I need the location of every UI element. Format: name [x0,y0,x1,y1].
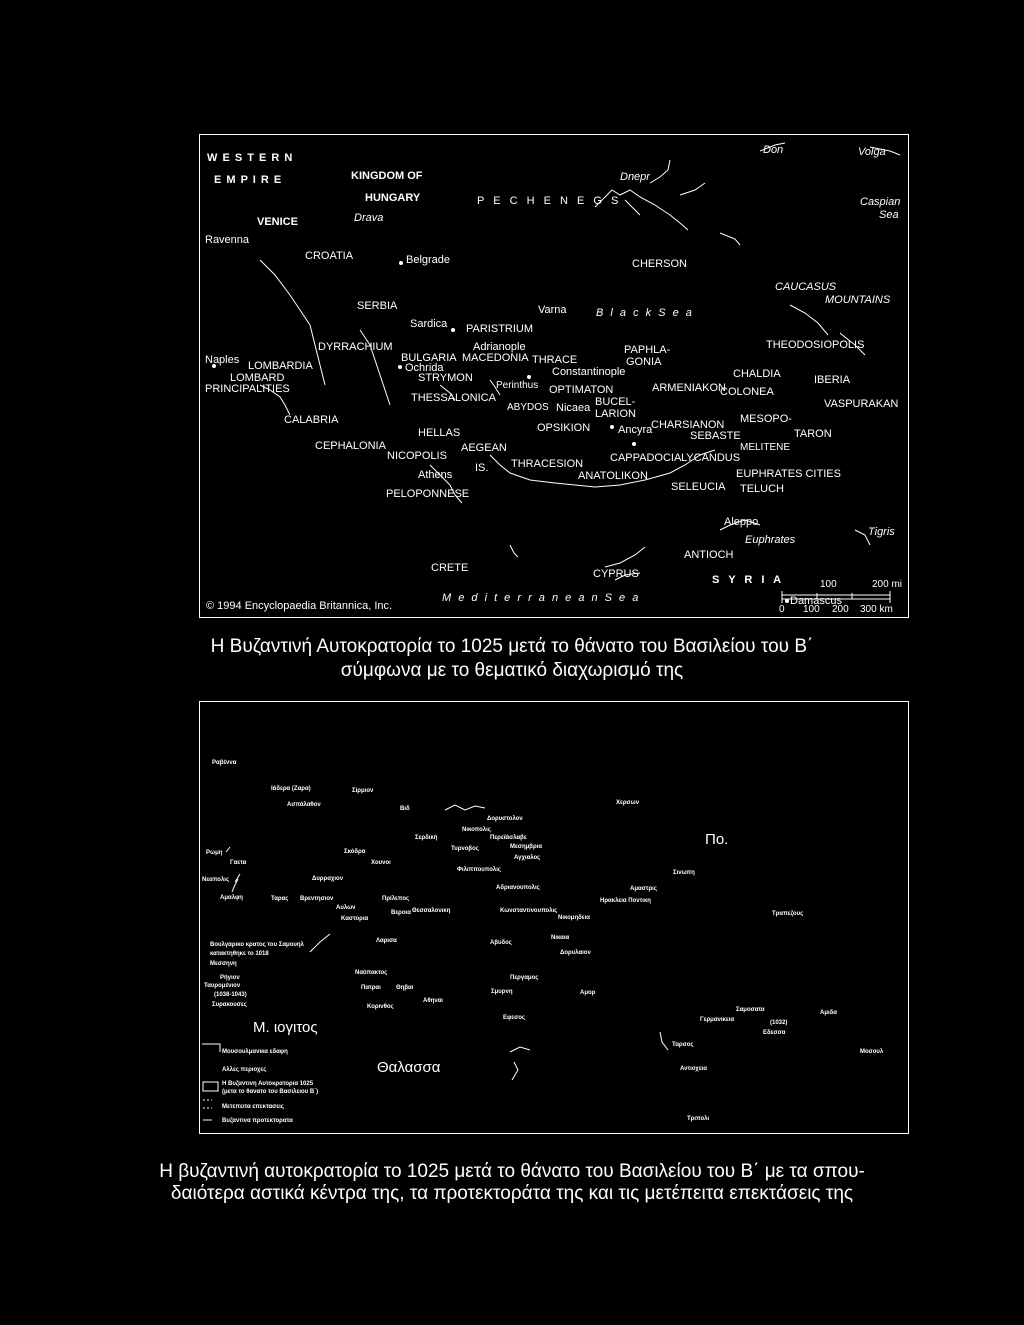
melitene-label: MELITENE [740,442,791,453]
efesos-label: Εφεσος [503,1015,526,1021]
damascus-label: Damascus [790,595,842,607]
thracesion-label: THRACESION [511,458,584,470]
calabria-label: CALABRIA [284,414,339,426]
colonea-label: COLONEA [720,386,774,398]
pergamos-label: Περγαμος [510,975,539,981]
patrai-label: Πατραι [361,985,381,991]
euphrates-label: Euphrates [745,534,796,546]
athens-label: Athens [418,469,453,481]
sardica-label: Sardica [410,318,448,330]
mosoul-label: Μοσουλ [860,1049,884,1055]
caption-map1-line2: σύμφωνα με το θεματικό διαχωρισμό της [340,660,684,681]
syrakousai-label: Συρακουσες [212,1002,247,1008]
nicopolis-label: NICOPOLIS [387,450,447,462]
constantinople-dot [527,375,531,379]
korinthos-label: Κορινθος [367,1004,394,1010]
serbia-label: SERBIA [357,300,398,312]
euphrates-cities-label: EUPHRATES CITIES [736,468,841,480]
prilepos-label: Πρίλεπος [382,896,410,902]
theodosiopolis-label: THEODOSIOPOLIS [766,339,865,351]
thessaloniki-label: Θεσσαλονικη [412,908,451,914]
aleppo-label: Aleppo [724,516,759,528]
vaspurakan-label: VASPURAKAN [824,398,899,410]
sardica-dot [451,328,455,332]
antioch-label: ANTIOCH [684,549,734,561]
mountains-label: MOUNTAINS [825,294,891,306]
kingdom-hungary-label: KINGDOM OF [351,170,423,182]
anatolikon-label: ANATOLIKON [578,470,648,482]
rigion-label: Ρήγιον [220,975,240,981]
map-byzantine-themes-1025 [199,134,909,618]
copyright-label: © 1994 Encyclopaedia Britannica, Inc. [206,600,393,612]
optimaton-label: OPTIMATON [549,384,614,396]
ochrida-label: Ochrida [405,362,444,374]
belgrade-dot [399,261,403,265]
perinthus-label: Perinthus [496,380,539,391]
larion-label: LARION [595,408,636,420]
legend-later: Μετεπειτα επεκτασεις [222,1104,284,1110]
ancyra-dot [632,442,636,446]
avlon-label: Αυλων [336,905,356,911]
legend-byzantine-2: (μετα το θανατο του Βασιλειου Β΄) [222,1089,319,1095]
lycandus-label: LYCANDUS [681,452,741,464]
caucasus-label: CAUCASUS [775,281,837,293]
naples-label: Naples [205,354,240,366]
skodra-label: Σκόδρα [344,849,366,855]
seleucia-label: SELEUCIA [671,481,726,493]
kingdom-hungary-label-2: HUNGARY [365,192,421,204]
germanikeia-label: Γερμανικεια [700,1017,735,1023]
larisa-label: Λαρισα [376,938,397,944]
cherson-label: CHERSON [632,258,688,270]
nikopolis-label: Νικοπολις [462,827,491,833]
charsianon-label: CHARSIANON [651,419,725,431]
chaldia-label: CHALDIA [733,368,781,380]
caption-map1-line1: Η Βυζαντινή Αυτοκρατορία το 1025 μετά το θάνατο του Βασιλείου του Β΄ [210,636,814,657]
coastline-lines-2 [200,702,909,1134]
tripoli-label: Τριπολι [687,1116,710,1122]
cephalonia-label: CEPHALONIA [315,440,386,452]
don-label: Don [763,144,784,156]
tyrnovos-label: Τυρνοβος [451,846,479,852]
avydos-label: Αβυδος [490,940,512,946]
bucel-label: BUCEL- [595,396,636,408]
anchialos-label: Αγχιαλος [514,855,541,861]
croatia-label: CROATIA [305,250,354,262]
gaeta-label: Γαετα [230,860,247,866]
year-1032-label: (1032) [770,1020,788,1026]
amor-label: Αμορ [580,990,596,996]
filippoupolis-label: Φιλιππουπολις [457,867,501,873]
smyrni-label: Σμυρνη [491,989,513,995]
dyrrachio-label: Δυρραχιον [312,876,344,882]
samosata-label: Σαμοσατα [736,1007,765,1013]
mesopo-label: MESOPO- [740,413,792,425]
paphla-label: PAPHLA- [624,344,671,356]
venice-label: VENICE [257,216,298,228]
sebaste-label: SEBASTE [690,430,741,442]
tarsos-label: Ταρσος [672,1042,694,1048]
thrace-label: THRACE [532,354,578,366]
caption-map2-line2: δαιότερα αστικά κέντρα της, τα προτεκτοράτα της και τις μετέπειτα επεκτάσεις της [170,1183,854,1204]
pereiaslavets-label: Περεϊάσλαβε [490,835,527,841]
taras-label: Ταρας [271,896,289,902]
caspian-label: Caspian [860,196,901,208]
legend-protectorates: Βυζαντινα προτεκτορατα [222,1118,293,1124]
scale-km-0: 0 [779,604,785,615]
serdiki-label: Σερδική [415,835,438,841]
pechenegs-label: P E C H E N E G S [477,195,622,207]
mesimvria-label: Μεσημβρια [510,844,543,850]
thessalonica-label: THESSALONICA [411,392,496,404]
bulgaria-label: BULGARIA [401,352,457,364]
ancyra-label: Ancyra [618,424,653,436]
cyprus-label: CYPRUS [593,568,639,580]
thalassa-label: Θαλασσα [377,1059,441,1076]
sinopi-label: Σινωπη [673,870,695,876]
chounoi-label: Χουνοι [371,860,391,866]
syria-label: S Y R I A [712,574,785,586]
western-empire-label: W E S T E R N [207,152,294,164]
aegean-label: AEGEAN [461,442,507,454]
drava-label: Drava [354,212,384,224]
dorostolon-label: Δορυστολον [487,816,523,822]
peloponnese-label: PELOPONNESE [386,488,470,500]
ravenna-label: Ravenna [205,234,250,246]
veroia-label: Βεροια [391,910,411,916]
varna-label: Varna [538,304,567,316]
nicaea-label: Nicaea [556,402,591,414]
taron-label: TARON [794,428,832,440]
nafpaktos-label: Ναύπακτος [355,970,388,976]
trapezous-label: Τραπεζους [772,911,804,917]
western-empire-label-2: E M P I R E [214,174,283,186]
messini-label: Μεσσηνη [210,961,237,967]
konstantinoupolis-label: Κωνσταντινουπολις [500,908,558,914]
tigris-label: Tigris [868,526,895,538]
damascus-dot [785,599,789,603]
mediterranean-label: M e d i t e r r a n e a n S e a [442,592,641,604]
opsikion-label: OPSIKION [537,422,591,434]
nicaea-dot [610,425,614,429]
dyrrachium-label: DYRRACHIUM [318,341,393,353]
scale-mi-100: 100 [820,579,837,590]
herakleia-label: Ηρακλεια Ποντικη [600,898,651,904]
teluch-label: TELUCH [740,483,785,495]
scale-mi-200: 200 mi [872,579,903,590]
amalfi-label: Αμαλφη [220,895,243,901]
caption-map2-line1: Η βυζαντινή αυτοκρατορία το 1025 μετά το θάνατο του Βασιλείου του Β΄ με τα σπου- [159,1161,865,1182]
vid-label: Βιδ [400,806,410,812]
adrianoupolis-label: Αδριανουπολις [496,885,540,891]
belgrade-label: Belgrade [406,254,451,266]
iadera-label: Ιάδερα (Ζαρα) [271,786,311,792]
aspalathos-label: Ασπάλαθον [287,802,321,808]
hellas-label: HELLAS [418,427,461,439]
thivai-label: Θηβαι [396,985,414,991]
tavromenion-label: Ταυρομένιον [204,983,241,989]
cherson-2-label: Χερσων [616,800,640,806]
bulgarian-kingdom-label: Βουλγαρικο κρατος του Σαμουηλ [210,942,304,948]
constantinople-label: Constantinople [552,366,626,378]
scale-km-300: 300 km [860,604,893,615]
volga-label: Volga [858,146,886,158]
ravenna-2-label: Ραβέννα [212,760,237,766]
antiocheia-label: Αντιοχεια [680,1066,707,1072]
athinai-label: Αθηναι [423,998,443,1004]
scale-km-200: 200 [832,604,849,615]
nikomideia-label: Νικομηδεια [558,915,590,921]
map-byzantine-cities-1025 [199,701,909,1134]
is-label: IS. [475,462,489,474]
scale-km-100: 100 [803,604,820,615]
legend-muslim: Μουσουλμανικα εδαφη [222,1049,288,1055]
gonia-label: GONIA [626,356,662,368]
amida-label: Αμιδα [820,1010,837,1016]
sirmium-label: Σίρμιον [352,788,374,794]
crete-label: CRETE [431,562,469,574]
bulgarian-kingdom-label-2: κατακτηθηκε το 1018 [210,951,269,957]
pontos-label: Πο. [705,831,729,848]
lombard-label: LOMBARD [230,372,285,384]
adrianople-label: Adrianople [473,341,526,353]
legend-byzantine: Η Βυζαντινη Αυτοκρατορια 1025 [222,1081,314,1087]
edessa-label: Εδεσσα [763,1030,786,1036]
rome-label: Ρωμη [206,850,223,856]
armeniakon-label: ARMENIAKON [652,382,726,394]
principalities-label: PRINCIPALITIES [205,383,290,395]
dnepr-label: Dnepr [620,171,650,183]
year-1038-label: (1038-1043) [214,992,247,998]
neapolis-label: Νεαπολις [202,877,230,883]
amastris-label: Αμαστρις [630,886,657,892]
kastoria-label: Καστορια [341,916,369,922]
legend-other: Αλλες περιοχες [222,1067,267,1073]
caspian-label-2: Sea [879,209,899,221]
dorylaion-label: Δορυλαιον [560,950,591,956]
paristrium-label: PARISTRIUM [466,323,534,335]
iberia-label: IBERIA [814,374,851,386]
black-sea-label: B l a c k S e a [596,307,694,319]
nikaia-label: Νικαια [551,935,570,941]
ionian-sea-label: Μ. ιογιτος [253,1019,318,1036]
abydos-label: ABYDOS [507,402,549,413]
cappadocia-label: CAPPADOCIA [610,452,682,464]
lombardia-label: LOMBARDIA [248,360,313,372]
vrentesion-label: Βρεντησιον [300,896,334,902]
strymon-label: STRYMON [418,372,473,384]
ochrida-dot [398,365,402,369]
macedonia-label: MACEDONIA [462,352,529,364]
